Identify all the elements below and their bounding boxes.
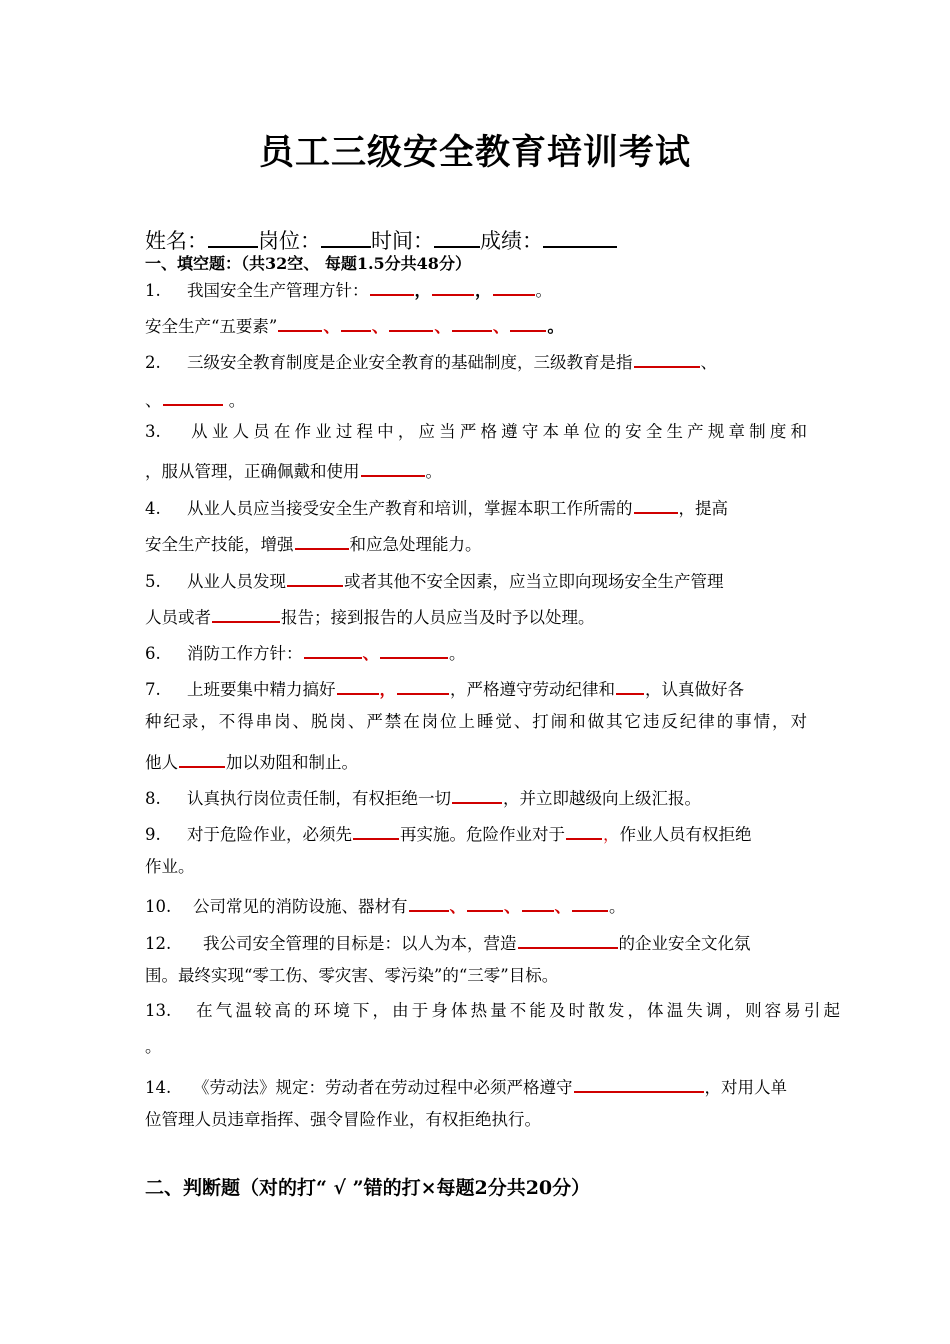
question-end: 。 [535,281,552,300]
question-text-tail: 或者其他不安全因素，应当立即向现场安全生产管理 [344,572,724,591]
answer-blank[interactable] [409,892,449,912]
question-5-cont [145,603,595,629]
answer-blank[interactable] [287,567,343,587]
question-13-cont [145,1036,162,1058]
question-number: 12. [145,934,172,953]
answer-blank[interactable] [634,494,678,514]
answer-blank[interactable] [353,820,399,840]
answer-blank[interactable] [304,639,362,659]
question-end: 。 [609,897,626,916]
question-text: 从业人员在作业过程中，应当严格遵守本单位的安全生产规章制度和 [187,422,807,441]
question-number: 6. [145,644,161,663]
question-text-tail: 报告；接到报告的人员应当及时予以处理。 [281,608,595,627]
question-4 [145,494,728,520]
separator: 、 [554,897,571,916]
question-8 [145,784,701,810]
score-label: 成绩： [480,229,543,253]
separator: 、 [145,391,162,410]
question-number: 9. [145,825,161,844]
answer-blank[interactable] [634,348,700,368]
question-text-mid: 再实施。危险作业对于 [400,825,565,844]
question-text: ，服从管理，正确佩戴和使用 [145,462,360,481]
question-text: 种纪录，不得串岗、脱岗、严禁在岗位上睡觉、打闹和做其它违反纪律的事情，对 [145,712,807,731]
question-text-tail: 作业人员有权拒绝 [619,825,752,844]
answer-blank[interactable] [574,1073,704,1093]
question-14 [145,1073,787,1099]
separator: ， [414,281,431,300]
post-label: 岗位： [258,229,321,253]
name-label: 姓名： [145,229,208,253]
question-5 [145,567,724,593]
separator: 、 [362,644,379,663]
question-13 [145,1000,840,1022]
answer-blank[interactable] [389,312,433,332]
answer-blank[interactable] [518,929,618,949]
answer-blank[interactable] [179,748,225,768]
answer-blank[interactable] [467,892,503,912]
question-text: 我国安全生产管理方针： [187,281,369,300]
question-9 [145,820,752,846]
answer-blank[interactable] [361,457,425,477]
question-3-cont [145,457,442,483]
answer-blank[interactable] [522,892,554,912]
answer-blank[interactable] [370,276,414,296]
question-7-cont [145,711,807,733]
question-text: 他人 [145,753,178,772]
answer-blank[interactable] [397,675,449,695]
question-text: 位管理人员违章指挥、强令冒险作业，有权拒绝执行。 [145,1110,541,1129]
separator: 、 [371,317,389,336]
name-blank[interactable] [208,224,258,248]
separator: 、 [449,897,466,916]
question-7 [145,675,744,701]
question-text: 三级安全教育制度是企业安全教育的基础制度，三级教育是指 [187,353,633,372]
separator: 、 [492,317,510,336]
separator: ， [379,680,396,699]
question-6 [145,639,466,665]
question-14-cont [145,1109,541,1131]
question-7-cont-2 [145,748,358,774]
question-end: 。 [547,317,564,336]
question-text: 对于危险作业，必须先 [187,825,352,844]
question-2 [145,348,717,374]
answer-blank[interactable] [380,639,448,659]
question-4-cont [145,530,482,556]
question-text: 从业人员发现 [187,572,286,591]
question-text: 消防工作方针： [187,644,303,663]
question-text: 《劳动法》规定：劳动者在劳动过程中必须严格遵守 [193,1078,573,1097]
page-title: 员工三级安全教育培训考试 [258,132,691,173]
question-end: 。 [449,644,466,663]
question-12-cont [145,965,558,987]
question-number: 4. [145,499,161,518]
answer-blank[interactable] [163,386,223,406]
question-9-cont [145,856,195,878]
question-text: 安全生产技能，增强 [145,535,294,554]
answer-blank[interactable] [616,675,644,695]
question-text-tail: ，认真做好各 [645,680,744,699]
question-text-tail: ，对用人单 [704,1078,787,1097]
answer-blank[interactable] [341,312,371,332]
question-text: 人员或者 [145,608,211,627]
question-text: 作业。 [145,857,195,876]
separator: 、 [504,897,521,916]
question-text-tail: ，提高 [678,499,728,518]
question-3 [145,421,807,443]
question-text: 我公司安全管理的目标是：以人为本，营造 [203,934,517,953]
separator: ， [603,825,620,844]
section-fill-in-heading: 一、填空题：（共32空、 每题1.5分共48分） [145,254,471,273]
question-text: 安全生产“五要素” [145,317,278,336]
question-text: 公司常见的消防设施、器材有 [193,897,408,916]
answer-blank[interactable] [452,312,492,332]
question-text: 上班要集中精力搞好 [187,680,336,699]
question-1 [145,276,552,302]
question-number: 1. [145,281,161,300]
question-end: 。 [425,462,442,481]
question-number: 13. [145,1001,172,1020]
question-text-tail: 加以劝阻和制止。 [226,753,358,772]
question-end: 。 [223,391,246,410]
answer-blank[interactable] [493,276,535,296]
answer-blank[interactable] [452,784,502,804]
answer-blank[interactable] [572,892,608,912]
question-text-tail: 和应急处理能力。 [349,535,482,554]
question-number: 8. [145,789,161,808]
question-12 [145,929,751,955]
question-number: 5. [145,572,161,591]
score-blank[interactable] [543,224,617,248]
answer-blank[interactable] [295,530,349,550]
question-number: 7. [145,680,161,699]
question-text: 认真执行岗位责任制，有权拒绝一切 [187,789,451,808]
answer-blank[interactable] [337,675,379,695]
question-end: 。 [145,1037,162,1056]
time-blank[interactable] [434,224,480,248]
question-text-mid: ，严格遵守劳动纪律和 [450,680,615,699]
question-text: 围。最终实现“零工伤、零灾害、零污染”的“三零”目标。 [145,966,559,985]
question-2-cont [145,386,245,412]
question-number: 2. [145,353,161,372]
post-blank[interactable] [321,224,371,248]
question-text-tail: ，并立即越级向上级汇报。 [503,789,701,808]
separator: 、 [323,317,340,336]
section-true-false-heading: 二、判断题（对的打“ √ ”错的打×每题2分共20分） [145,1177,591,1199]
answer-blank[interactable] [566,820,602,840]
time-label: 时间： [371,229,434,253]
question-text-tail: 的企业安全文化氛 [618,934,751,953]
question-1-cont [145,312,564,338]
answer-blank[interactable] [432,276,474,296]
answer-blank[interactable] [278,312,322,332]
answer-blank[interactable] [510,312,546,332]
question-10 [145,892,626,918]
question-text: 从业人员应当接受安全生产教育和培训，掌握本职工作所需的 [187,499,633,518]
answer-blank[interactable] [212,603,280,623]
question-text: 在气温较高的环境下，由于身体热量不能及时散发，体温失调，则容易引起 [193,1001,840,1020]
question-number: 10. [145,897,172,916]
separator: 、 [434,317,451,336]
question-number: 14. [145,1078,172,1097]
question-number: 3. [145,422,161,441]
separator: 、 [700,353,717,372]
separator: ， [475,281,492,300]
